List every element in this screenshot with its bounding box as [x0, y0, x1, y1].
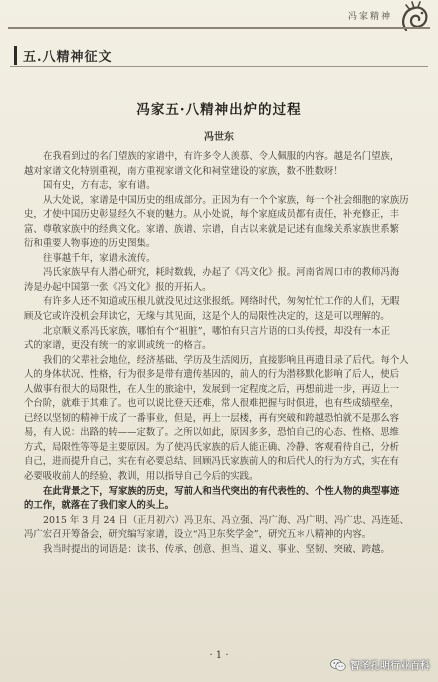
body-line: 衍和重要人物事迹的历史图集。: [24, 238, 156, 250]
body-line: 冯氏家族早有人潜心研究，耗时数载，办起了《冯文化》报。河南省周口市的教师冯海: [43, 267, 400, 279]
running-title: 冯家精神: [347, 12, 392, 22]
wechat-icon: [330, 658, 346, 672]
body-line: 已经以坚韧的精神干成了一番事业，但是，再上一层楼，再有突破和跨越恐怕就不是那么容: [24, 412, 400, 424]
article-body: [24, 150, 420, 557]
body-line: 我们的父辈社会地位，经济基础、学历及生活阅历，直接影响且再遗目录了后代。每个人: [43, 354, 409, 366]
body-line: 式的家谱，更没有统一的家训或统一的格言。: [24, 340, 212, 352]
body-line: 往事越千年，家谱永流传。: [43, 252, 156, 264]
body-line: 从大处说，家谱是中国历史的组成部分。正因为有一个个家族，每一个社会细胞的家族历: [43, 194, 409, 206]
body-line: 人做事有很大的局限性，在人生的旅途中，发展到一定程度之后，再想前进一步，再迈上一: [24, 383, 400, 395]
body-line: 冯广宏召开筹备会，研究编写家谱，设立“冯卫东奖学金”，研究五＊八精神的内容。: [24, 529, 372, 541]
body-line: 人的身体状况、性格，行为很多是带有遗传基因的，前人的行为潜移默化影响了后人，使后: [24, 369, 400, 381]
page-number: · 1 ·: [209, 650, 229, 661]
body-line: 在我看到过的名门望族的家谱中，有许多令人羡慕、令人佩服的内容。越是名门望族，: [43, 151, 400, 162]
body-line: 方式，局限性等等是主要原因。为了使冯氏家族的后人能正确、冷静、客观看待自己，分析: [24, 441, 400, 453]
body-line: 顾及它或许没机会拜读它，无缘与其见面，这是个人的局限性决定的，这是可以理解的。: [24, 311, 390, 323]
body-line: 必要吸收前人的经验、教训，用以指导自己今后的实践。: [24, 471, 259, 483]
header-rule: [8, 27, 430, 29]
body-line: 有许多人还不知道或压根儿就没见过这张报纸。网络时代，匆匆忙忙工作的人们，无暇: [43, 296, 400, 308]
wechat-watermark: [330, 657, 430, 672]
body-line: 北京顺义系冯氏家族，哪怕有个“祖脏”，哪怕有只言片语的口头传授，却没有一本正: [43, 325, 391, 337]
body-line: 国有史，方有志，家有谱。: [43, 180, 156, 192]
watermark-text: 智圣孔明行业百科: [350, 661, 430, 672]
page-header: [0, 0, 438, 30]
body-line: 自己，进而提升自己，实在有必要总结、回顾冯氏家族前人的和后代人的行为方式，实在有: [24, 456, 400, 468]
section-title: 五.八精神征文: [14, 46, 113, 65]
body-line: 易，有人说：出路的转——定数了。之所以如此，原因多多，恐怕自己的心态、性格、思维: [24, 427, 400, 439]
body-line: 在此背景之下，写家族的历史，写前人和当代突出的有代表性的、个性人物的典型事迹: [43, 485, 400, 497]
body-line: 富、尊敬家族中的经典文化。家谱、族谱、宗谱，自古以来就是记述有血缘关系家族世系繁: [24, 223, 400, 235]
body-line: 2015 年 3 月 24 日（正月初六）冯卫东、冯立强、冯广海、冯广明、冯广忠、冯连延、: [43, 514, 410, 526]
body-line: 个台阶，就难于其难了。也可以说比登天还难，常人很难把握与时俱进，也有些成绩壁垒，: [24, 398, 400, 410]
section-divider: [10, 66, 428, 67]
body-line: 我当时提出的词语是：读书、传承、创意、担当、道义、事业、坚韧、突破、跨越。: [43, 543, 390, 555]
body-line: 史，才使中国历史彰显经久不衰的魅力。从小处说，每个家庭成员都有责任，补充修正，丰: [24, 209, 400, 221]
article-title: 冯家五·八精神出炉的过程: [136, 102, 302, 118]
body-line: 涛是办起中国第一张《冯文化》报的开拓人。: [24, 281, 212, 293]
article-author: 冯世东: [204, 132, 234, 143]
body-line: 的工作，就落在了我们家人的头上。: [24, 500, 175, 512]
body-line: 越对家谱文化特别重视，南方重视家谱文化和祠堂建设的家族，数不胜数呀！: [24, 165, 343, 177]
